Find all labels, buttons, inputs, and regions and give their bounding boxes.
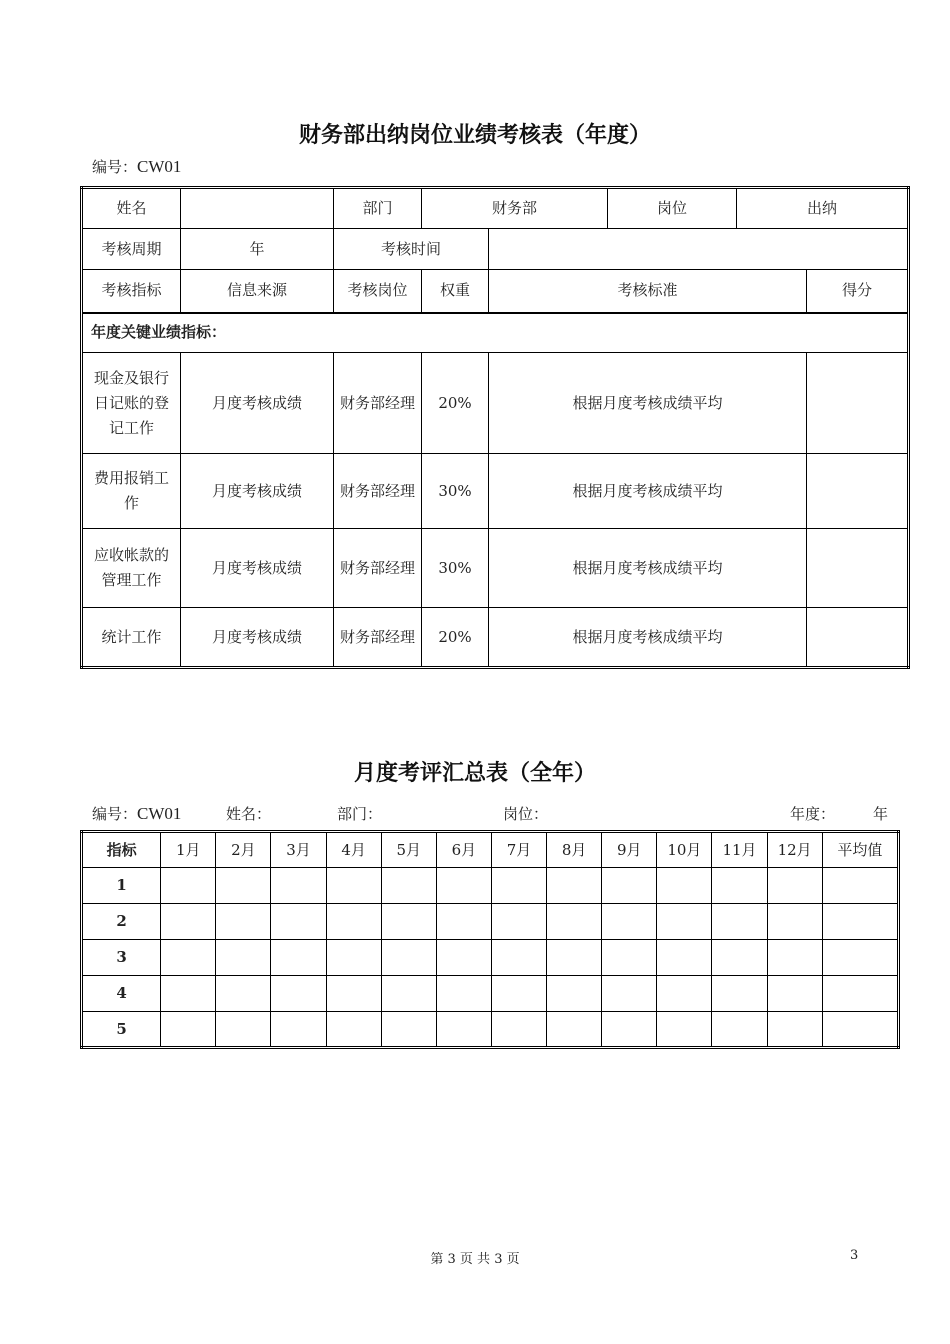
row-score [807, 529, 909, 608]
dept-label: 部门 [334, 188, 422, 229]
header-row [82, 270, 909, 313]
row-score [807, 353, 909, 454]
doc2-post-label: 岗位： [503, 805, 549, 823]
table-row [82, 904, 899, 940]
period-value: 年 [181, 229, 334, 270]
row-indicator: 统计工作 [82, 608, 181, 668]
row-assessor: 财务部经理 [334, 608, 422, 668]
row-assessor: 财务部经理 [334, 353, 422, 454]
header-month: 3月 [271, 832, 326, 868]
performance-table [80, 186, 910, 669]
page-footer: 第 3 页 共 3 页 [430, 1252, 520, 1267]
table-row [82, 940, 899, 976]
doc2-code-label: 编号： [92, 805, 138, 823]
row-index: 4 [82, 976, 161, 1012]
row-weight: 20% [422, 608, 489, 668]
row-weight: 20% [422, 353, 489, 454]
time-value [489, 229, 909, 270]
table-row [82, 529, 909, 608]
row-score [807, 454, 909, 529]
name-value [181, 188, 334, 229]
header-month: 8月 [547, 832, 602, 868]
table-row [82, 353, 909, 454]
row-indicator: 现金及银行日记账的登记工作 [82, 353, 181, 454]
section-label: 年度关键业绩指标： [82, 313, 909, 353]
row-index: 1 [82, 868, 161, 904]
row-source: 月度考核成绩 [181, 529, 334, 608]
row-index: 2 [82, 904, 161, 940]
header-score: 得分 [807, 270, 909, 313]
doc2-code [92, 803, 181, 824]
row-index: 3 [82, 940, 161, 976]
header-month: 10月 [657, 832, 712, 868]
row-assessor: 财务部经理 [334, 454, 422, 529]
section-row [82, 313, 909, 353]
doc2-year-unit: 年 [873, 805, 889, 823]
table-row [82, 1012, 899, 1048]
post-label: 岗位 [608, 188, 737, 229]
row-source: 月度考核成绩 [181, 353, 334, 454]
table-row [82, 188, 909, 229]
header-month: 2月 [216, 832, 271, 868]
row-index: 5 [82, 1012, 161, 1048]
table-row [82, 608, 909, 668]
doc2-name-label: 姓名： [226, 805, 272, 823]
doc1-code-value: CW01 [137, 157, 182, 176]
doc2-title: 月度考评汇总表（全年） [353, 760, 596, 786]
monthly-summary-table [80, 830, 900, 1049]
doc1-code-label: 编号： [92, 158, 138, 176]
doc2-dept-label: 部门： [337, 805, 383, 823]
row-standard: 根据月度考核成绩平均 [489, 608, 807, 668]
header-month: 12月 [767, 832, 822, 868]
header-indicator: 考核指标 [82, 270, 181, 313]
time-label: 考核时间 [334, 229, 489, 270]
post-value: 出纳 [737, 188, 909, 229]
table-row [82, 976, 899, 1012]
header-standard: 考核标准 [489, 270, 807, 313]
header-month: 4月 [326, 832, 381, 868]
header-average: 平均值 [822, 832, 898, 868]
row-indicator: 费用报销工作 [82, 454, 181, 529]
doc2-code-value: CW01 [137, 804, 182, 823]
table-row [82, 454, 909, 529]
header-month: 11月 [712, 832, 767, 868]
header-month: 5月 [381, 832, 436, 868]
row-standard: 根据月度考核成绩平均 [489, 529, 807, 608]
header-source: 信息来源 [181, 270, 334, 313]
period-label: 考核周期 [82, 229, 181, 270]
row-standard: 根据月度考核成绩平均 [489, 353, 807, 454]
header-indicator: 指标 [82, 832, 161, 868]
row-standard: 根据月度考核成绩平均 [489, 454, 807, 529]
table-row [82, 868, 899, 904]
row-source: 月度考核成绩 [181, 454, 334, 529]
row-indicator: 应收帐款的管理工作 [82, 529, 181, 608]
table-row [82, 229, 909, 270]
name-label: 姓名 [82, 188, 181, 229]
header-weight: 权重 [422, 270, 489, 313]
doc1-code [92, 156, 181, 177]
header-assessor: 考核岗位 [334, 270, 422, 313]
header-month: 7月 [491, 832, 546, 868]
doc1-title: 财务部出纳岗位业绩考核表（年度） [298, 122, 651, 148]
row-weight: 30% [422, 529, 489, 608]
page-number: 3 [850, 1248, 859, 1263]
row-weight: 30% [422, 454, 489, 529]
doc2-year-label: 年度： [790, 805, 836, 823]
row-assessor: 财务部经理 [334, 529, 422, 608]
dept-value: 财务部 [422, 188, 608, 229]
header-month: 1月 [161, 832, 216, 868]
row-score [807, 608, 909, 668]
header-row [82, 832, 899, 868]
row-source: 月度考核成绩 [181, 608, 334, 668]
header-month: 6月 [436, 832, 491, 868]
header-month: 9月 [602, 832, 657, 868]
